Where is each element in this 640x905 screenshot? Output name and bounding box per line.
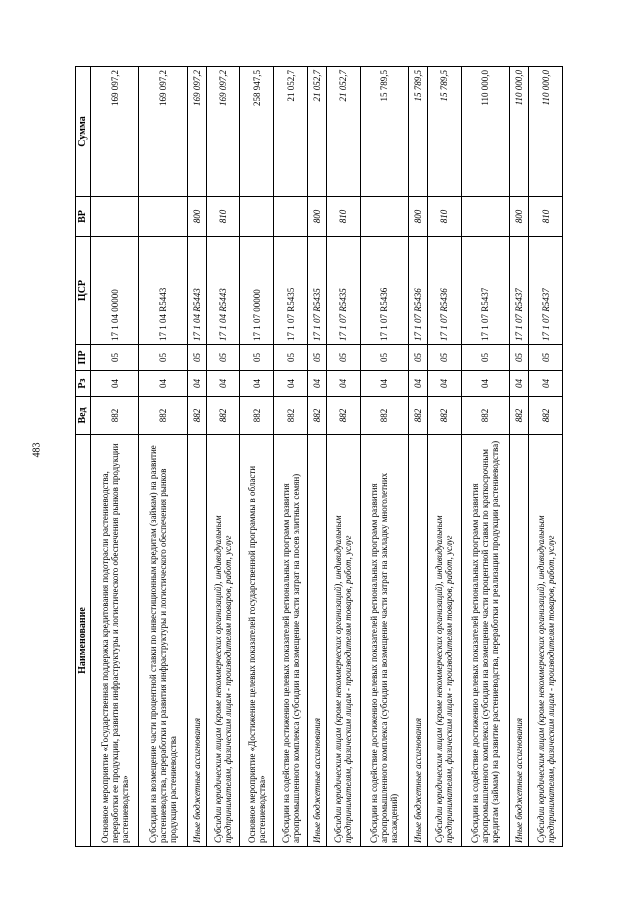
table-row (187, 67, 206, 847)
cell-csr: 17 1 07 R5437 (461, 237, 509, 345)
cell-rz: 04 (187, 371, 206, 397)
cell-name: Субсидии юридическим лицам (кроме некоммерческих организаций), индивидуальным предпринимателям, физическим лицам - производителям товаров, работ, услуг (529, 435, 563, 847)
page-number: 483 (31, 442, 43, 458)
cell-rz: 04 (274, 371, 308, 397)
cell-vr (360, 197, 408, 237)
cell-vr (91, 197, 139, 237)
cell-csr: 17 1 07 R5436 (360, 237, 408, 345)
cell-csr: 17 1 04 00000 (91, 237, 139, 345)
cell-sum: 21 052,7 (326, 67, 360, 197)
cell-pr: 05 (428, 345, 462, 371)
cell-name: Основное мероприятие «Достижение целевых показателей государственной программы в области растениеводства» (240, 435, 274, 847)
cell-rz: 04 (139, 371, 187, 397)
cell-sum: 169 097,2 (206, 67, 240, 197)
cell-pr: 05 (91, 345, 139, 371)
cell-sum: 15 789,5 (360, 67, 408, 197)
cell-sum: 15 789,5 (408, 67, 427, 197)
cell-ved: 882 (461, 397, 509, 435)
cell-ved: 882 (510, 397, 529, 435)
cell-name: Субсидии на содействие достижению целевых показателей региональных программ развития агропромышленного комплекса (субсидии на возмещение части процентной ставки по краткосрочным кредитам (займам) на развитие растениеводства, переработки и реализации продукции растениеводства) (461, 435, 509, 847)
cell-csr: 17 1 07 R5437 (510, 237, 529, 345)
cell-vr (461, 197, 509, 237)
cell-name: Субсидии юридическим лицам (кроме некоммерческих организаций), индивидуальным предпринимателям, физическим лицам - производителям товаров, работ, услуг (326, 435, 360, 847)
table-row (428, 67, 462, 847)
budget-table (75, 66, 563, 847)
table-row (408, 67, 427, 847)
table-row (206, 67, 240, 847)
cell-rz: 04 (510, 371, 529, 397)
cell-csr: 17 1 07 R5436 (408, 237, 427, 345)
cell-vr: 800 (510, 197, 529, 237)
cell-vr: 810 (206, 197, 240, 237)
cell-vr: 800 (187, 197, 206, 237)
table-row (326, 67, 360, 847)
cell-name: Основное мероприятие «Государственная поддержка кредитования подотрасли растениеводства, переработки ее продукции, развития инфраструктуры и логистического обеспечения рынков продукции растениеводства» (91, 435, 139, 847)
cell-sum: 15 789,5 (428, 67, 462, 197)
cell-rz: 04 (307, 371, 326, 397)
table-row (360, 67, 408, 847)
cell-rz: 04 (206, 371, 240, 397)
cell-pr: 05 (206, 345, 240, 371)
cell-csr: 17 1 07 R5437 (529, 237, 563, 345)
cell-sum: 169 097,2 (91, 67, 139, 197)
cell-name: Субсидии на возмещение части процентной ставки по инвестиционным кредитам (займам) на развитие растениеводства, переработки и развития инфраструктуры и логистического обеспечения рынков продукции растениеводства (139, 435, 187, 847)
cell-vr: 810 (428, 197, 462, 237)
header-name: Наименование (76, 435, 91, 847)
header-vr: ВР (76, 197, 91, 237)
cell-name: Субсидии юридическим лицам (кроме некоммерческих организаций), индивидуальным предпринимателям, физическим лицам - производителям товаров, работ, услуг (206, 435, 240, 847)
cell-vr (240, 197, 274, 237)
rotated-table-frame (75, 67, 563, 847)
cell-ved: 882 (326, 397, 360, 435)
table-row (510, 67, 529, 847)
header-row (76, 67, 91, 847)
cell-sum: 110 000,0 (510, 67, 529, 197)
cell-vr: 810 (326, 197, 360, 237)
cell-csr: 17 1 07 R5436 (428, 237, 462, 345)
cell-pr: 05 (510, 345, 529, 371)
cell-vr: 800 (307, 197, 326, 237)
header-csr: ЦСР (76, 237, 91, 345)
cell-pr: 05 (139, 345, 187, 371)
cell-vr: 800 (408, 197, 427, 237)
cell-sum: 21 052,7 (274, 67, 308, 197)
table-row (91, 67, 139, 847)
cell-name: Субсидии на содействие достижению целевых показателей региональных программ развития агропромышленного комплекса (субсидии на возмещение части затрат на закладку многолетних насаждений) (360, 435, 408, 847)
cell-pr: 05 (360, 345, 408, 371)
header-sum: Сумма (76, 67, 91, 197)
cell-sum: 21 052,7 (307, 67, 326, 197)
cell-ved: 882 (408, 397, 427, 435)
table-row (307, 67, 326, 847)
cell-sum: 169 097,2 (139, 67, 187, 197)
cell-ved: 882 (206, 397, 240, 435)
cell-rz: 04 (91, 371, 139, 397)
cell-pr: 05 (187, 345, 206, 371)
cell-ved: 882 (428, 397, 462, 435)
cell-sum: 110 000,0 (529, 67, 563, 197)
header-ved: Вед (76, 397, 91, 435)
table-row (139, 67, 187, 847)
table-row (240, 67, 274, 847)
cell-name: Иные бюджетные ассигнования (307, 435, 326, 847)
cell-name: Субсидии на содействие достижению целевых показателей региональных программ развития агропромышленного комплекса (субсидии на возмещение части затрат на посев элитных семян) (274, 435, 308, 847)
cell-csr: 17 1 04 R5443 (187, 237, 206, 345)
cell-vr (139, 197, 187, 237)
cell-sum: 258 947,5 (240, 67, 274, 197)
cell-csr: 17 1 07 R5435 (326, 237, 360, 345)
cell-rz: 04 (326, 371, 360, 397)
cell-rz: 04 (461, 371, 509, 397)
cell-name: Иные бюджетные ассигнования (408, 435, 427, 847)
cell-ved: 882 (360, 397, 408, 435)
cell-rz: 04 (240, 371, 274, 397)
cell-csr: 17 1 07 00000 (240, 237, 274, 345)
cell-name: Иные бюджетные ассигнования (510, 435, 529, 847)
cell-csr: 17 1 07 R5435 (307, 237, 326, 345)
cell-pr: 05 (529, 345, 563, 371)
cell-csr: 17 1 04 R5443 (206, 237, 240, 345)
cell-pr: 05 (461, 345, 509, 371)
cell-rz: 04 (529, 371, 563, 397)
cell-rz: 04 (408, 371, 427, 397)
cell-pr: 05 (326, 345, 360, 371)
cell-ved: 882 (529, 397, 563, 435)
cell-ved: 882 (307, 397, 326, 435)
cell-pr: 05 (307, 345, 326, 371)
cell-sum: 169 097,2 (187, 67, 206, 197)
header-pr: ПР (76, 345, 91, 371)
cell-pr: 05 (240, 345, 274, 371)
cell-ved: 882 (139, 397, 187, 435)
cell-csr: 17 1 07 R5435 (274, 237, 308, 345)
header-rz: Рз (76, 371, 91, 397)
cell-sum: 110 000,0 (461, 67, 509, 197)
table-row (274, 67, 308, 847)
cell-ved: 882 (274, 397, 308, 435)
cell-pr: 05 (274, 345, 308, 371)
table-row (529, 67, 563, 847)
cell-ved: 882 (187, 397, 206, 435)
cell-rz: 04 (428, 371, 462, 397)
table-row (461, 67, 509, 847)
cell-pr: 05 (408, 345, 427, 371)
cell-vr: 810 (529, 197, 563, 237)
cell-csr: 17 1 04 R5443 (139, 237, 187, 345)
cell-ved: 882 (91, 397, 139, 435)
cell-name: Иные бюджетные ассигнования (187, 435, 206, 847)
cell-vr (274, 197, 308, 237)
cell-ved: 882 (240, 397, 274, 435)
cell-name: Субсидии юридическим лицам (кроме некоммерческих организаций), индивидуальным предпринимателям, физическим лицам - производителям товаров, работ, услуг (428, 435, 462, 847)
cell-rz: 04 (360, 371, 408, 397)
